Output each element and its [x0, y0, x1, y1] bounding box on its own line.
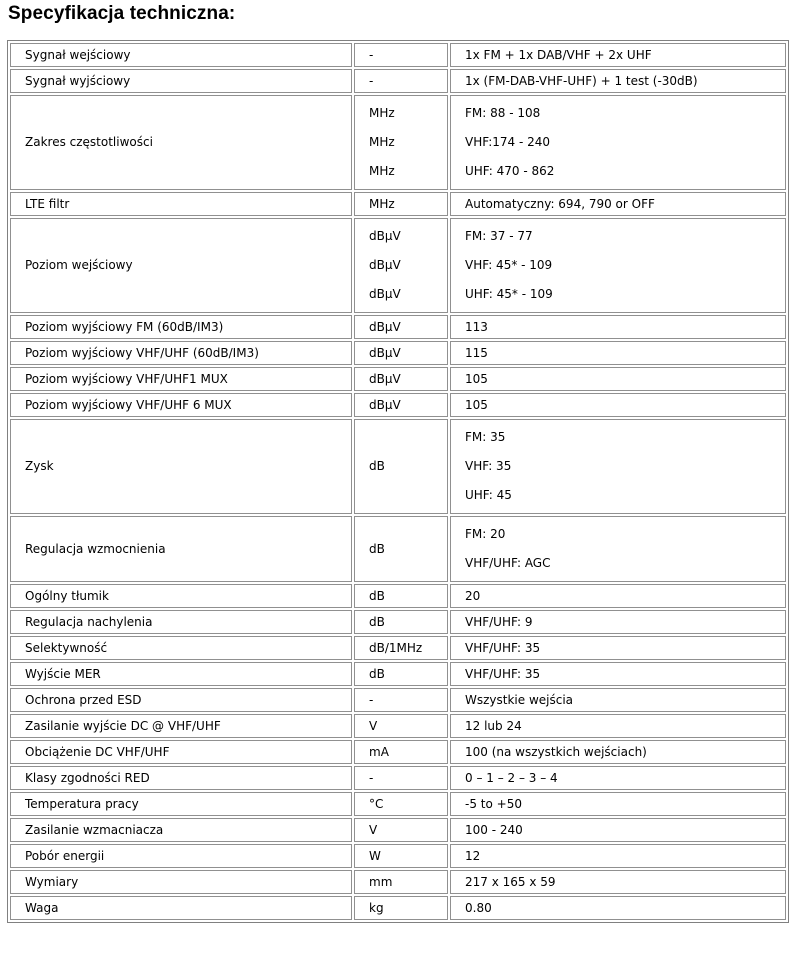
spec-value: FM: 35 [465, 430, 506, 444]
spec-unit: dBµV [369, 345, 401, 360]
spec-value-cell [450, 43, 786, 67]
spec-name: Poziom wyjściowy FM (60dB/IM3) [25, 319, 224, 334]
spec-value-cell [450, 516, 786, 582]
spec-name-cell [10, 844, 352, 868]
spec-unit-cell [354, 341, 448, 365]
spec-row [10, 69, 786, 93]
spec-row [10, 662, 786, 686]
spec-name-cell [10, 896, 352, 920]
spec-unit-cell [354, 610, 448, 634]
spec-row [10, 766, 786, 790]
spec-row [10, 192, 786, 216]
spec-unit: V [369, 822, 378, 837]
spec-value: VHF: 45* - 109 [465, 258, 553, 272]
spec-unit-cell [354, 818, 448, 842]
spec-unit-cell [354, 870, 448, 894]
spec-unit: dBµV [369, 319, 401, 334]
spec-unit-cell [354, 516, 448, 582]
spec-value: 0 – 1 – 2 – 3 – 4 [465, 770, 558, 785]
spec-value-cell [450, 896, 786, 920]
spec-value-cell [450, 367, 786, 391]
spec-unit-cell [354, 662, 448, 686]
spec-value: 115 [465, 345, 488, 360]
spec-unit-cell [354, 766, 448, 790]
spec-name-cell [10, 636, 352, 660]
spec-unit-cell [354, 192, 448, 216]
spec-unit-cell [354, 584, 448, 608]
spec-name: Poziom wyjściowy VHF/UHF 6 MUX [25, 397, 232, 412]
spec-name-cell [10, 419, 352, 514]
spec-name: Obciążenie DC VHF/UHF [25, 744, 170, 759]
spec-unit-cell [354, 315, 448, 339]
spec-name: LTE filtr [25, 196, 70, 211]
spec-name-cell [10, 584, 352, 608]
spec-unit: mm [369, 874, 393, 889]
spec-unit: - [369, 73, 374, 88]
spec-value-cell [450, 95, 786, 190]
spec-unit-cell [354, 43, 448, 67]
spec-value: FM: 20 [465, 527, 506, 541]
spec-value: Wszystkie wejścia [465, 692, 574, 707]
spec-unit: dB [369, 541, 385, 556]
spec-name: Zasilanie wzmacniacza [25, 822, 164, 837]
spec-value: Automatyczny: 694, 790 or OFF [465, 196, 655, 211]
spec-value: 12 lub 24 [465, 718, 522, 733]
spec-value: UHF: 45 [465, 488, 512, 502]
spec-name-cell [10, 315, 352, 339]
spec-row [10, 844, 786, 868]
spec-table-body [10, 43, 786, 920]
spec-unit-cell [354, 393, 448, 417]
spec-unit-cell [354, 636, 448, 660]
spec-unit: mA [369, 744, 389, 759]
spec-unit: - [369, 770, 374, 785]
spec-unit: kg [369, 900, 384, 915]
spec-name-cell [10, 367, 352, 391]
spec-value: 217 x 165 x 59 [465, 874, 556, 889]
spec-value: 105 [465, 371, 488, 386]
spec-name: Poziom wyjściowy VHF/UHF (60dB/IM3) [25, 345, 259, 360]
spec-value: 20 [465, 588, 481, 603]
spec-table [7, 40, 789, 923]
spec-value: VHF/UHF: 35 [465, 640, 541, 655]
spec-name: Wyjście MER [25, 666, 101, 681]
spec-value-cell [450, 218, 786, 313]
spec-row [10, 688, 786, 712]
spec-value: VHF/UHF: 35 [465, 666, 541, 681]
spec-name: Sygnał wyjściowy [25, 73, 131, 88]
spec-unit-cell [354, 844, 448, 868]
spec-value-cell [450, 740, 786, 764]
spec-name: Poziom wejściowy [25, 258, 133, 272]
spec-row [10, 516, 786, 582]
spec-unit: dB [369, 588, 385, 603]
spec-value: 1x (FM-DAB-VHF-UHF) + 1 test (-30dB) [465, 73, 698, 88]
spec-unit-cell [354, 95, 448, 190]
spec-name: Pobór energii [25, 848, 105, 863]
spec-unit: °C [369, 796, 384, 811]
spec-unit: dB [369, 459, 385, 473]
spec-name-cell [10, 688, 352, 712]
spec-name: Ogólny tłumik [25, 588, 109, 603]
spec-row [10, 610, 786, 634]
spec-row [10, 584, 786, 608]
spec-name: Selektywność [25, 640, 108, 655]
spec-unit-cell [354, 367, 448, 391]
spec-name-cell [10, 516, 352, 582]
spec-value: 0.80 [465, 900, 492, 915]
spec-unit-cell [354, 896, 448, 920]
spec-name-cell [10, 192, 352, 216]
spec-value: VHF:174 - 240 [465, 135, 551, 149]
spec-value: VHF: 35 [465, 459, 512, 473]
spec-unit-cell [354, 740, 448, 764]
spec-value-cell [450, 714, 786, 738]
spec-value-cell [450, 393, 786, 417]
spec-value: -5 to +50 [465, 796, 522, 811]
spec-value-cell [450, 610, 786, 634]
spec-unit: MHz [369, 106, 395, 120]
spec-name: Temperatura pracy [25, 796, 139, 811]
spec-value: UHF: 470 - 862 [465, 164, 555, 178]
spec-row [10, 218, 786, 313]
spec-name-cell [10, 610, 352, 634]
spec-value-cell [450, 69, 786, 93]
spec-unit-cell [354, 218, 448, 313]
spec-unit: MHz [369, 135, 395, 149]
spec-unit: MHz [369, 164, 395, 178]
spec-row [10, 740, 786, 764]
spec-value-cell [450, 870, 786, 894]
spec-row [10, 367, 786, 391]
spec-unit: W [369, 848, 381, 863]
spec-unit-cell [354, 419, 448, 514]
page-title: Specyfikacja techniczna: [8, 3, 236, 24]
spec-value: 113 [465, 319, 488, 334]
spec-name-cell [10, 766, 352, 790]
spec-value: UHF: 45* - 109 [465, 287, 553, 301]
spec-row [10, 870, 786, 894]
spec-unit: dBµV [369, 258, 401, 272]
spec-row [10, 419, 786, 514]
spec-name-cell [10, 818, 352, 842]
spec-unit-cell [354, 792, 448, 816]
spec-row [10, 341, 786, 365]
spec-value-cell [450, 192, 786, 216]
spec-name: Regulacja wzmocnienia [25, 541, 166, 556]
spec-value: 100 (na wszystkich wejściach) [465, 744, 647, 759]
spec-name-cell [10, 43, 352, 67]
spec-name-cell [10, 95, 352, 190]
spec-unit: dBµV [369, 397, 401, 412]
spec-value-cell [450, 315, 786, 339]
spec-unit-cell [354, 714, 448, 738]
spec-row [10, 636, 786, 660]
spec-unit: - [369, 692, 374, 707]
spec-name-cell [10, 218, 352, 313]
spec-value-cell [450, 419, 786, 514]
spec-row [10, 95, 786, 190]
spec-unit-cell [354, 688, 448, 712]
spec-value: 12 [465, 848, 481, 863]
spec-name: Wymiary [25, 874, 79, 889]
spec-value-cell [450, 584, 786, 608]
spec-value-cell [450, 792, 786, 816]
spec-unit: - [369, 47, 374, 62]
spec-value-cell [450, 341, 786, 365]
spec-name-cell [10, 714, 352, 738]
spec-name-cell [10, 341, 352, 365]
spec-value-cell [450, 818, 786, 842]
spec-row [10, 315, 786, 339]
spec-row [10, 818, 786, 842]
spec-value: 105 [465, 397, 488, 412]
spec-row [10, 896, 786, 920]
spec-name: Sygnał wejściowy [25, 47, 131, 62]
spec-value: FM: 37 - 77 [465, 229, 533, 243]
spec-name: Klasy zgodności RED [25, 770, 150, 785]
spec-name-cell [10, 870, 352, 894]
spec-value-cell [450, 688, 786, 712]
spec-row [10, 792, 786, 816]
spec-row [10, 393, 786, 417]
spec-row [10, 43, 786, 67]
spec-value-cell [450, 636, 786, 660]
spec-name: Zysk [25, 459, 54, 473]
spec-name: Ochrona przed ESD [25, 692, 142, 707]
spec-name: Waga [25, 900, 59, 915]
spec-row [10, 714, 786, 738]
spec-name-cell [10, 740, 352, 764]
spec-name: Zasilanie wyjście DC @ VHF/UHF [25, 718, 221, 733]
spec-unit: dBµV [369, 287, 401, 301]
spec-unit: dB/1MHz [369, 640, 423, 655]
spec-value-cell [450, 766, 786, 790]
spec-name: Poziom wyjściowy VHF/UHF1 MUX [25, 371, 228, 386]
spec-value-cell [450, 844, 786, 868]
spec-unit: V [369, 718, 378, 733]
spec-unit-cell [354, 69, 448, 93]
spec-unit: dBµV [369, 371, 401, 386]
spec-name: Zakres częstotliwości [25, 135, 153, 149]
spec-value: 100 - 240 [465, 822, 523, 837]
spec-unit: MHz [369, 196, 395, 211]
spec-value: VHF/UHF: 9 [465, 614, 533, 629]
spec-name-cell [10, 792, 352, 816]
spec-unit: dBµV [369, 229, 401, 243]
spec-value: FM: 88 - 108 [465, 106, 541, 120]
spec-name-cell [10, 662, 352, 686]
spec-unit: dB [369, 614, 385, 629]
spec-name-cell [10, 393, 352, 417]
spec-name: Regulacja nachylenia [25, 614, 153, 629]
spec-unit: dB [369, 666, 385, 681]
spec-value: VHF/UHF: AGC [465, 556, 551, 570]
spec-value: 1x FM + 1x DAB/VHF + 2x UHF [465, 47, 652, 62]
spec-name-cell [10, 69, 352, 93]
spec-value-cell [450, 662, 786, 686]
